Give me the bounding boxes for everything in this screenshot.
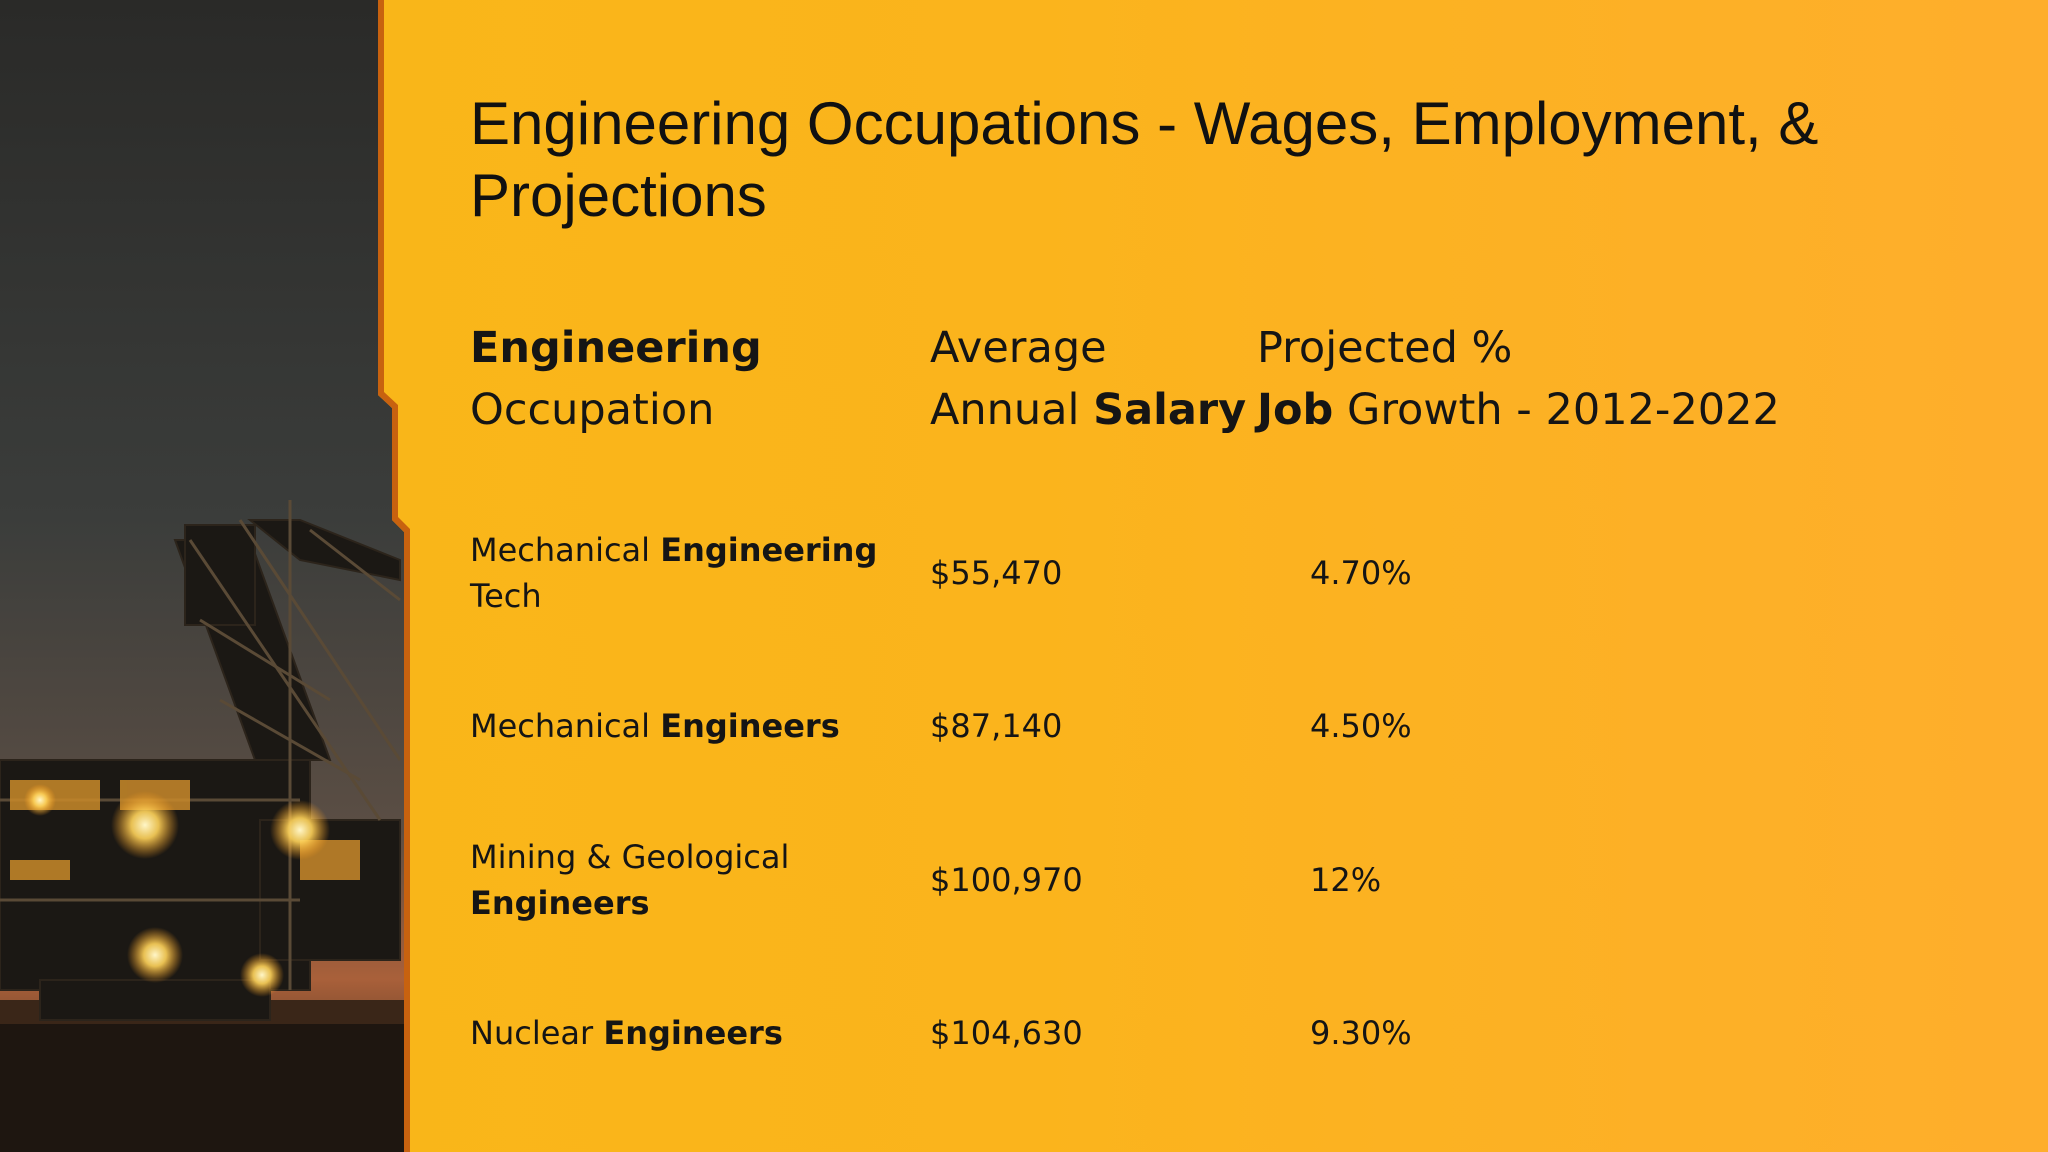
table-row-occupation	[470, 834, 900, 926]
occupation-line2: Tech	[470, 577, 542, 615]
occupation-plain: Mechanical	[470, 531, 661, 569]
header-occupation	[470, 317, 900, 441]
occupation-plain: Mining & Geological	[470, 838, 790, 876]
occupation-bold: Engineers	[603, 1014, 783, 1052]
table-row-salary: $100,970	[930, 861, 1083, 899]
occupation-plain: Nuclear	[470, 1014, 604, 1052]
table-row-growth: 4.70%	[1310, 554, 1412, 592]
header-salary-plain: Annual	[930, 385, 1094, 435]
header-occupation-bold: Engineering	[470, 323, 762, 373]
table-row-occupation	[470, 527, 900, 619]
header-growth-bold: Job	[1257, 385, 1334, 435]
table-row-salary: $104,630	[930, 1014, 1083, 1052]
table-row-growth: 9.30%	[1310, 1014, 1412, 1052]
occupation-bold: Engineering	[660, 531, 878, 569]
table-row-salary: $87,140	[930, 707, 1063, 745]
header-occupation-plain: Occupation	[470, 385, 715, 435]
table-row-occupation	[470, 1010, 900, 1056]
header-salary-line1: Average	[930, 323, 1107, 373]
table-row-growth: 4.50%	[1310, 707, 1412, 745]
excavator-photo	[0, 0, 420, 1152]
slide-title: Engineering Occupations - Wages, Employment, & Projections	[470, 90, 1819, 229]
occupation-bold: Engineers	[660, 707, 840, 745]
header-growth-line1: Projected %	[1257, 323, 1513, 373]
table-row-occupation	[470, 703, 900, 749]
table-row-salary: $55,470	[930, 554, 1063, 592]
header-salary	[930, 317, 1250, 441]
table-row-growth: 12%	[1310, 861, 1382, 899]
header-salary-bold: Salary	[1093, 385, 1247, 435]
header-growth-plain: Growth - 2012-2022	[1333, 385, 1780, 435]
header-growth	[1257, 317, 1877, 441]
occupation-line2-bold: Engineers	[470, 884, 650, 922]
occupation-plain: Mechanical	[470, 707, 661, 745]
